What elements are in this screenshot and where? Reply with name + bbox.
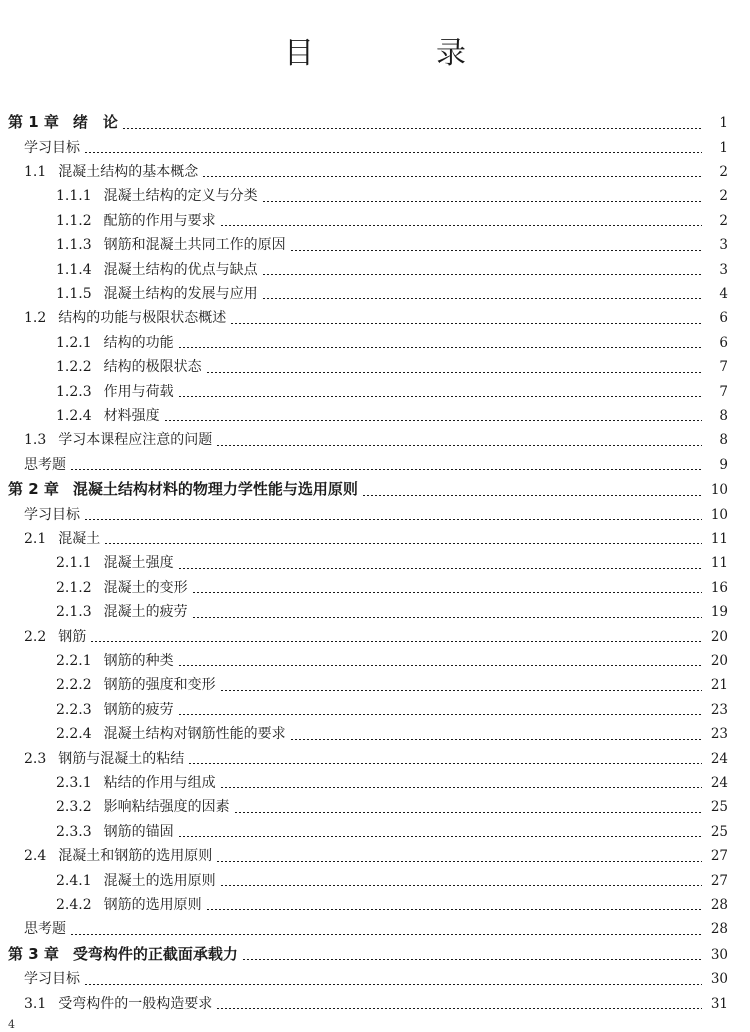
- dot-leader: [216, 1008, 702, 1009]
- toc-entry[interactable]: [0, 428, 750, 452]
- toc-entry-page: 8: [719, 432, 728, 449]
- toc-entry-title: 混凝土结构材料的物理力学性能与选用原则: [72, 480, 358, 499]
- toc-entry[interactable]: [0, 258, 750, 282]
- toc-entry-title: 粘结的作用与组成: [103, 774, 216, 791]
- toc-entry-label: [24, 453, 66, 477]
- toc-entry[interactable]: [0, 282, 750, 306]
- dot-leader: [262, 201, 702, 202]
- toc-entry-number: 1.2.1: [56, 334, 92, 351]
- toc-entry[interactable]: [0, 184, 750, 208]
- toc-entry-title: 钢筋的疲劳: [103, 701, 174, 718]
- toc-entry-page: 23: [710, 701, 728, 718]
- toc-entry[interactable]: [0, 136, 750, 160]
- toc-entry-title: 钢筋和混凝土共同工作的原因: [103, 237, 286, 254]
- toc-entry-label: [56, 404, 160, 428]
- toc-entry[interactable]: [0, 331, 750, 355]
- dot-leader: [178, 714, 702, 715]
- dot-leader: [70, 469, 702, 470]
- dot-leader: [216, 445, 702, 446]
- dot-leader: [230, 323, 702, 324]
- toc-entry-number: 2.3.3: [56, 823, 92, 840]
- toc-entry-page: 20: [710, 628, 728, 645]
- toc-entry-label: [56, 795, 230, 819]
- toc-entry-title: 混凝土结构的基本概念: [58, 163, 199, 180]
- toc-entry[interactable]: [0, 404, 750, 428]
- toc-entry-page: 24: [710, 774, 728, 791]
- toc-entry-label: [56, 282, 258, 306]
- toc-entry-title: 钢筋的选用原则: [103, 896, 202, 913]
- toc-entry-label: [24, 160, 198, 184]
- dot-leader: [178, 568, 702, 569]
- toc-entry-title: 混凝土的变形: [103, 579, 188, 596]
- toc-entry-page: 3: [719, 237, 728, 254]
- toc-entry-label: [56, 258, 258, 282]
- dot-leader: [206, 909, 702, 910]
- toc-entry-number: 第 1 章: [8, 113, 59, 131]
- toc-entry-number: 1.2.2: [56, 359, 92, 376]
- toc-entry-title: 钢筋的锚固: [103, 823, 174, 840]
- toc-entry-page: 11: [710, 531, 728, 548]
- toc-entry[interactable]: [0, 795, 750, 819]
- dot-leader: [242, 959, 702, 960]
- toc-entry-page: 28: [710, 921, 728, 938]
- toc-entry-page: 30: [710, 971, 728, 988]
- toc-entry-label: [56, 233, 286, 257]
- toc-entry-number: 2.1.3: [56, 604, 92, 621]
- toc-entry-label: [56, 600, 188, 624]
- toc-entry-label: [24, 967, 80, 991]
- table-of-contents: [0, 110, 750, 1016]
- toc-entry-page: 2: [719, 163, 728, 180]
- dot-leader: [234, 812, 702, 813]
- toc-entry-label: [8, 477, 358, 503]
- toc-entry[interactable]: [0, 893, 750, 917]
- toc-entry-label: [24, 992, 212, 1016]
- toc-entry-label: [56, 722, 286, 746]
- toc-entry-page: 23: [710, 726, 728, 743]
- dot-leader: [90, 641, 702, 642]
- toc-entry-page: 28: [710, 896, 728, 913]
- toc-entry-title: 受弯构件的正截面承载力: [72, 944, 238, 963]
- toc-entry-label: [24, 844, 212, 868]
- dot-leader: [220, 787, 702, 788]
- toc-entry[interactable]: [0, 771, 750, 795]
- toc-entry-label: [8, 110, 118, 136]
- dot-leader: [220, 690, 702, 691]
- toc-entry-page: 10: [710, 506, 728, 523]
- toc-entry-title: 钢筋的强度和变形: [103, 677, 216, 694]
- dot-leader: [178, 396, 702, 397]
- toc-entry-page: 30: [710, 946, 728, 963]
- toc-entry-page: 4: [719, 285, 728, 302]
- toc-entry[interactable]: [0, 820, 750, 844]
- toc-entry-page: 11: [710, 555, 728, 572]
- toc-entry-page: 24: [710, 750, 728, 767]
- toc-entry-number: 2.2.4: [56, 726, 92, 743]
- dot-leader: [84, 984, 702, 985]
- toc-entry-number: 2.3.2: [56, 799, 92, 816]
- toc-entry-title: 混凝土和钢筋的选用原则: [58, 848, 213, 865]
- toc-entry-number: 2.4: [24, 848, 47, 865]
- toc-entry-label: [56, 673, 216, 697]
- toc-entry-page: 3: [719, 261, 728, 278]
- toc-entry-title: 混凝土的疲劳: [103, 604, 188, 621]
- dot-leader: [84, 152, 702, 153]
- toc-entry-title: 思考题: [24, 921, 66, 938]
- toc-entry-label: [56, 820, 174, 844]
- toc-entry-page: 21: [710, 677, 728, 694]
- toc-entry[interactable]: [0, 477, 750, 503]
- toc-entry[interactable]: [0, 209, 750, 233]
- toc-entry-number: 2.3.1: [56, 774, 92, 791]
- toc-entry-number: 1.2: [24, 310, 47, 327]
- toc-entry-page: 6: [719, 310, 728, 327]
- toc-entry[interactable]: [0, 600, 750, 624]
- toc-entry-label: [56, 576, 188, 600]
- dot-leader: [262, 274, 702, 275]
- toc-entry-page: 27: [710, 848, 728, 865]
- dot-leader: [262, 298, 702, 299]
- dot-leader: [122, 128, 702, 129]
- toc-entry-title: 配筋的作用与要求: [103, 212, 216, 229]
- toc-entry-label: [24, 306, 226, 330]
- toc-entry-title: 钢筋与混凝土的粘结: [58, 750, 185, 767]
- toc-entry-number: 2.2: [24, 628, 47, 645]
- toc-entry[interactable]: [0, 576, 750, 600]
- toc-entry-number: 2.1.1: [56, 555, 92, 572]
- toc-entry-page: 10: [710, 482, 728, 499]
- toc-entry-title: 钢筋的种类: [103, 653, 174, 669]
- toc-entry-page: 27: [710, 872, 728, 889]
- toc-entry-page: 1: [719, 139, 728, 156]
- toc-entry-page: 6: [719, 334, 728, 351]
- toc-entry-number: 1.1: [24, 163, 47, 180]
- dot-leader: [70, 934, 702, 935]
- toc-entry-label: [56, 869, 216, 893]
- dot-leader: [104, 543, 702, 544]
- page-number-mark: 4: [8, 1018, 15, 1031]
- toc-entry-label: [24, 136, 80, 160]
- toc-entry-title: 学习目标: [24, 971, 80, 988]
- toc-entry[interactable]: [0, 844, 750, 868]
- toc-entry-title: 受弯构件的一般构造要求: [58, 995, 213, 1012]
- toc-entry[interactable]: [0, 917, 750, 941]
- toc-entry-number: 2.2.2: [56, 677, 92, 694]
- toc-entry-label: [56, 184, 258, 208]
- dot-leader: [178, 665, 702, 666]
- toc-entry-label: [24, 747, 184, 771]
- toc-entry-title: 混凝土结构的优点与缺点: [103, 261, 258, 278]
- toc-entry[interactable]: [0, 110, 750, 136]
- dot-leader: [290, 739, 702, 740]
- toc-entry[interactable]: [0, 551, 750, 575]
- toc-entry[interactable]: [0, 453, 750, 477]
- toc-entry-title: 混凝土: [58, 531, 101, 548]
- toc-entry-title: 作用与荷载: [103, 383, 174, 400]
- toc-entry-number: 1.1.3: [56, 237, 92, 254]
- toc-entry-number: 1.1.4: [56, 261, 92, 278]
- toc-entry-title: 结构的极限状态: [103, 359, 202, 376]
- toc-entry[interactable]: [0, 673, 750, 697]
- toc-entry-number: 1.1.1: [56, 188, 92, 205]
- toc-entry[interactable]: [0, 649, 750, 673]
- toc-entry[interactable]: [0, 992, 750, 1016]
- toc-entry-label: [56, 331, 174, 355]
- toc-entry-label: [56, 355, 202, 379]
- toc-entry-label: [24, 917, 66, 941]
- toc-entry-page: 8: [719, 407, 728, 424]
- toc-entry-title: 学习本课程应注意的问题: [58, 432, 213, 449]
- dot-leader: [188, 763, 702, 764]
- toc-entry-number: 1.1.2: [56, 212, 92, 229]
- dot-leader: [192, 592, 702, 593]
- toc-entry-number: 3.1: [24, 995, 47, 1012]
- toc-entry-page: 1: [719, 115, 728, 131]
- toc-entry-title: 学习目标: [24, 139, 80, 156]
- dot-leader: [84, 519, 702, 520]
- toc-entry-label: [56, 771, 216, 795]
- toc-entry-title: 影响粘结强度的因素: [103, 799, 230, 816]
- toc-entry[interactable]: [0, 160, 750, 184]
- toc-entry-page: 16: [710, 579, 728, 596]
- toc-entry-title: 混凝土结构的发展与应用: [103, 285, 258, 302]
- toc-entry-label: [24, 625, 86, 649]
- toc-entry-page: 25: [710, 823, 728, 840]
- toc-entry-title: 学习目标: [24, 506, 80, 523]
- toc-entry-label: [56, 551, 174, 575]
- dot-leader: [164, 420, 702, 421]
- toc-entry-label: [56, 649, 174, 673]
- toc-entry-page: 9: [719, 456, 728, 473]
- dot-leader: [362, 495, 702, 496]
- toc-entry-title: 结构的功能: [103, 334, 174, 351]
- toc-entry-title: 混凝土的选用原则: [103, 872, 216, 889]
- toc-entry-title: 材料强度: [103, 407, 160, 424]
- toc-entry-title: 绪 论: [72, 113, 118, 131]
- toc-entry-label: [56, 893, 202, 917]
- dot-leader: [206, 372, 702, 373]
- toc-entry[interactable]: [0, 503, 750, 527]
- toc-entry-label: [8, 942, 238, 968]
- toc-entry-number: 1.2.3: [56, 383, 92, 400]
- dot-leader: [216, 861, 702, 862]
- toc-entry-title: 混凝土强度: [103, 555, 174, 572]
- toc-entry[interactable]: [0, 722, 750, 746]
- toc-entry[interactable]: [0, 380, 750, 404]
- toc-entry-page: 7: [719, 383, 728, 400]
- dot-leader: [220, 225, 702, 226]
- toc-entry[interactable]: [0, 355, 750, 379]
- dot-leader: [192, 617, 702, 618]
- toc-entry-number: 2.2.3: [56, 701, 92, 718]
- toc-entry-number: 2.2.1: [56, 653, 92, 669]
- toc-entry-label: [56, 380, 174, 404]
- toc-entry-label: [24, 428, 212, 452]
- toc-entry-page: 20: [710, 653, 728, 669]
- toc-entry-title: 思考题: [24, 456, 66, 473]
- dot-leader: [178, 836, 702, 837]
- toc-entry-page: 19: [710, 604, 728, 621]
- toc-entry[interactable]: [0, 967, 750, 991]
- toc-entry-page: 2: [719, 188, 728, 205]
- toc-entry-label: [24, 527, 100, 551]
- toc-entry-title: 混凝土结构对钢筋性能的要求: [103, 726, 286, 743]
- toc-entry[interactable]: [0, 233, 750, 257]
- toc-entry-number: 第 2 章: [8, 480, 59, 499]
- toc-entry-label: [56, 698, 174, 722]
- toc-entry-number: 2.3: [24, 750, 47, 767]
- toc-entry[interactable]: [0, 942, 750, 968]
- toc-entry-number: 2.1.2: [56, 579, 92, 596]
- toc-entry[interactable]: [0, 625, 750, 649]
- toc-entry[interactable]: [0, 869, 750, 893]
- toc-entry-title: 结构的功能与极限状态概述: [58, 310, 227, 327]
- toc-entry[interactable]: [0, 306, 750, 330]
- toc-entry-number: 2.4.2: [56, 896, 92, 913]
- toc-entry-page: 25: [710, 799, 728, 816]
- toc-entry-page: 31: [710, 995, 728, 1012]
- toc-entry[interactable]: [0, 698, 750, 722]
- toc-entry-title: 钢筋: [58, 628, 87, 645]
- toc-entry-number: 1.3: [24, 432, 47, 449]
- toc-entry[interactable]: [0, 527, 750, 551]
- toc-entry-title: 混凝土结构的定义与分类: [103, 188, 258, 205]
- page-title: 目 录: [284, 36, 512, 71]
- toc-entry-label: [24, 503, 80, 527]
- toc-entry-page: 7: [719, 359, 728, 376]
- toc-entry-number: 1.1.5: [56, 285, 92, 302]
- dot-leader: [178, 347, 702, 348]
- toc-entry-number: 2.1: [24, 531, 47, 548]
- toc-entry-label: [56, 209, 216, 233]
- dot-leader: [220, 885, 702, 886]
- toc-entry-number: 第 3 章: [8, 944, 59, 963]
- dot-leader: [290, 250, 702, 251]
- dot-leader: [202, 176, 702, 177]
- toc-entry-number: 2.4.1: [56, 872, 92, 889]
- toc-entry-page: 2: [719, 212, 728, 229]
- toc-entry[interactable]: [0, 747, 750, 771]
- toc-entry-number: 1.2.4: [56, 407, 92, 424]
